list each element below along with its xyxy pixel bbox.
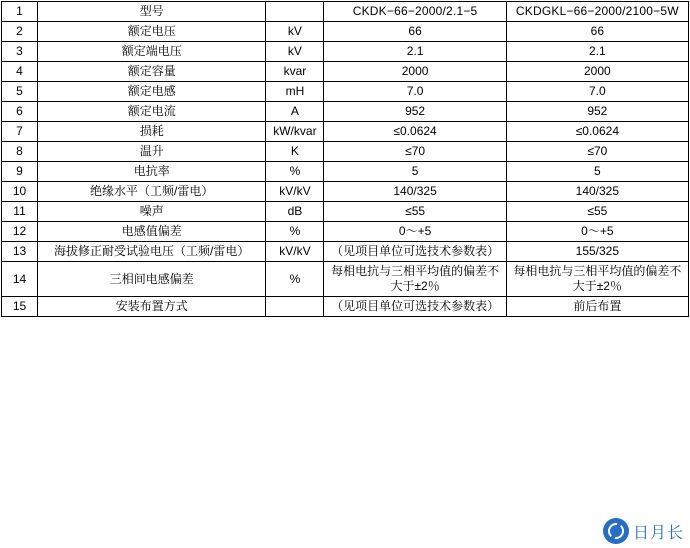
cell-item: 额定电感 <box>38 82 266 102</box>
cell-item: 噪声 <box>38 202 266 222</box>
table-row <box>2 82 689 102</box>
cell-no: 1 <box>2 2 38 22</box>
cell-no: 15 <box>2 297 38 317</box>
cell-no: 10 <box>2 182 38 202</box>
table-row <box>2 222 689 242</box>
cell-value-1: （见项目单位可选技术参数表） <box>324 242 506 262</box>
cell-value-1: ≤70 <box>324 142 506 162</box>
table-row <box>2 297 689 317</box>
cell-value-model-1: CKDK−66−2000/2.1−5 <box>324 2 506 22</box>
cell-value-1: ≤55 <box>324 202 506 222</box>
cell-item: 电感值偏差 <box>38 222 266 242</box>
table-row <box>2 242 689 262</box>
cell-value-1: 66 <box>324 22 506 42</box>
table-row <box>2 102 689 122</box>
cell-no: 4 <box>2 62 38 82</box>
cell-value-1: 每相电抗与三相平均值的偏差不大于±2％ <box>324 262 506 297</box>
cell-value-2: 每相电抗与三相平均值的偏差不大于±2％ <box>506 262 688 297</box>
cell-value-1: 2000 <box>324 62 506 82</box>
cell-no: 5 <box>2 82 38 102</box>
cell-value-1: 7.0 <box>324 82 506 102</box>
table-row <box>2 202 689 222</box>
cell-no: 8 <box>2 142 38 162</box>
cell-no: 7 <box>2 122 38 142</box>
cell-value-1: 952 <box>324 102 506 122</box>
cell-value-2: 2000 <box>506 62 688 82</box>
cell-no: 6 <box>2 102 38 122</box>
cell-unit: % <box>266 262 324 297</box>
cell-value-1: 2.1 <box>324 42 506 62</box>
table-row <box>2 182 689 202</box>
cell-unit: kW/kvar <box>266 122 324 142</box>
cell-value-1: 140/325 <box>324 182 506 202</box>
cell-value-1: ≤0.0624 <box>324 122 506 142</box>
cell-item: 额定电流 <box>38 102 266 122</box>
cell-no: 9 <box>2 162 38 182</box>
table-row <box>2 162 689 182</box>
watermark <box>603 518 684 544</box>
cell-item: 海拔修正耐受试验电压（工频/雷电） <box>38 242 266 262</box>
cell-no: 3 <box>2 42 38 62</box>
watermark-logo-icon <box>603 518 629 544</box>
cell-item: 额定容量 <box>38 62 266 82</box>
specification-table <box>1 1 689 317</box>
cell-unit: % <box>266 162 324 182</box>
cell-value-2: ≤55 <box>506 202 688 222</box>
cell-item: 温升 <box>38 142 266 162</box>
cell-no: 13 <box>2 242 38 262</box>
table-row <box>2 142 689 162</box>
cell-unit: A <box>266 102 324 122</box>
cell-value-2: 66 <box>506 22 688 42</box>
cell-item: 型号 <box>38 2 266 22</box>
cell-item: 三相间电感偏差 <box>38 262 266 297</box>
watermark-text: 日月长 <box>632 522 684 542</box>
cell-value-model-2: CKDGKL−66−2000/2100−5W <box>506 2 688 22</box>
cell-no: 11 <box>2 202 38 222</box>
table-row <box>2 262 689 297</box>
cell-no: 14 <box>2 262 38 297</box>
cell-value-2: ≤70 <box>506 142 688 162</box>
cell-unit: K <box>266 142 324 162</box>
table-row <box>2 122 689 142</box>
cell-value-2: 0～+5 <box>506 222 688 242</box>
cell-value-2: 5 <box>506 162 688 182</box>
cell-no: 2 <box>2 22 38 42</box>
cell-unit: kV/kV <box>266 242 324 262</box>
cell-value-2: ≤0.0624 <box>506 122 688 142</box>
cell-unit: kV <box>266 42 324 62</box>
cell-unit <box>266 2 324 22</box>
cell-unit <box>266 297 324 317</box>
cell-value-2: 952 <box>506 102 688 122</box>
table-row <box>2 42 689 62</box>
cell-value-1: 5 <box>324 162 506 182</box>
cell-unit: kvar <box>266 62 324 82</box>
cell-unit: kV/kV <box>266 182 324 202</box>
cell-item: 额定电压 <box>38 22 266 42</box>
cell-unit: % <box>266 222 324 242</box>
cell-unit: kV <box>266 22 324 42</box>
cell-no: 12 <box>2 222 38 242</box>
cell-value-2: 155/325 <box>506 242 688 262</box>
cell-value-2: 7.0 <box>506 82 688 102</box>
cell-value-2: 140/325 <box>506 182 688 202</box>
cell-item: 安装布置方式 <box>38 297 266 317</box>
cell-value-1: 0～+5 <box>324 222 506 242</box>
cell-item: 电抗率 <box>38 162 266 182</box>
cell-value-2: 前后布置 <box>506 297 688 317</box>
table-row <box>2 22 689 42</box>
cell-unit: mH <box>266 82 324 102</box>
cell-item: 损耗 <box>38 122 266 142</box>
cell-item: 额定端电压 <box>38 42 266 62</box>
cell-item: 绝缘水平（工频/雷电） <box>38 182 266 202</box>
table-row-model <box>2 2 689 22</box>
cell-value-1: （见项目单位可选技术参数表） <box>324 297 506 317</box>
table-row <box>2 62 689 82</box>
cell-unit: dB <box>266 202 324 222</box>
cell-value-2: 2.1 <box>506 42 688 62</box>
table-body <box>2 2 689 317</box>
